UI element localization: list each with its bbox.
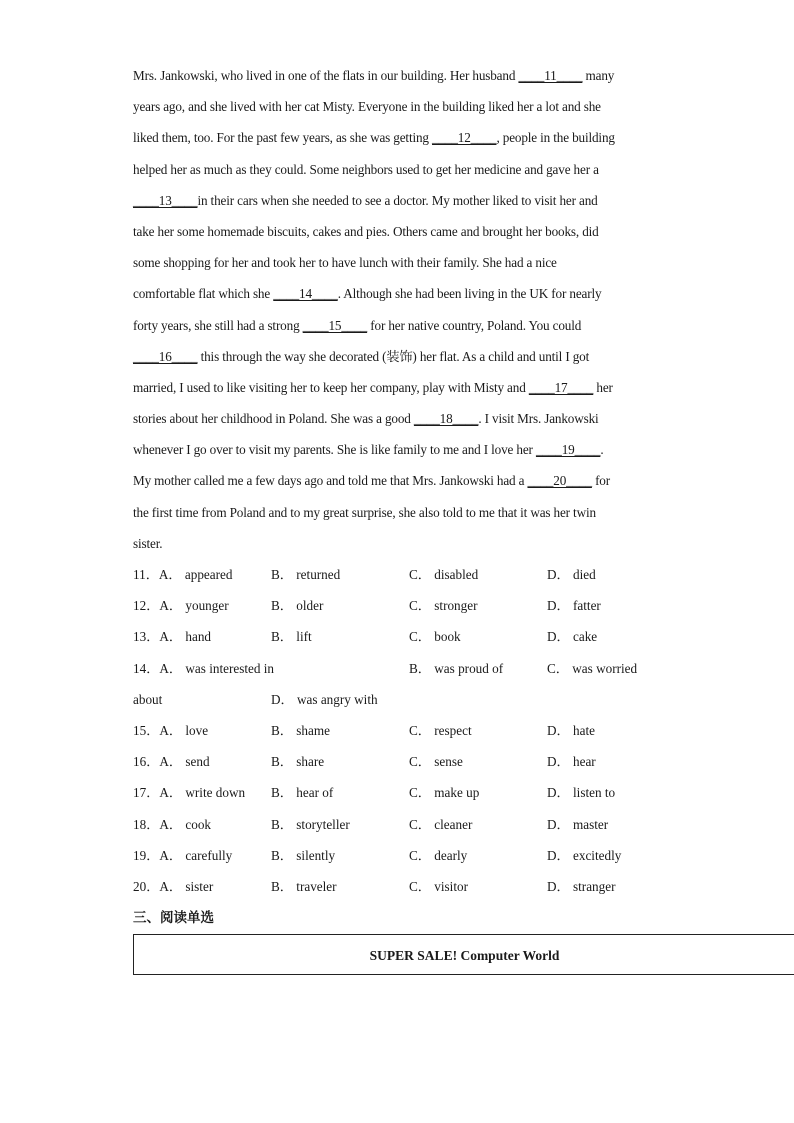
passage-text: married, I used to like visiting her to keep her company, play with Misty and [133,379,529,395]
option-c-continued: about [133,691,163,707]
option-b[interactable]: B． was proud of [409,660,504,676]
option-c[interactable]: C． respect [409,722,472,738]
passage-line [133,528,663,559]
passage-line [133,310,663,341]
option-c[interactable]: C． was worried [547,660,638,676]
option-d[interactable]: D． hate [547,722,595,738]
notice-box [133,934,794,975]
option-d[interactable]: D． stranger [547,878,616,894]
blank-19: ____19____ [535,442,601,458]
passage-text: helped her as much as they could. Some neighbors used to get her medicine and gave her a [133,161,599,177]
question-row [133,840,673,871]
passage-line [133,216,663,247]
passage-text: years ago, and she lived with her cat Misty. Everyone in the building liked her a lot and she [133,99,601,115]
passage-line [133,247,663,278]
question-row [133,653,673,684]
question-row [133,715,673,746]
question-row [133,746,673,777]
option-b[interactable]: B． share [271,754,325,770]
passage-line [133,372,663,403]
blank-20: ____20____ [527,473,592,489]
question-row [133,621,673,652]
option-c[interactable]: C． cleaner [409,816,473,832]
passage-text: . Although she had been living in the UK for nearly [337,286,602,302]
question-row [133,777,673,808]
blank-11: ____11____ [518,68,583,83]
option-d[interactable]: D． was angry with [271,691,378,707]
passage-text: in their cars when she needed to see a doctor. My mother liked to visit her and [197,192,598,208]
option-b[interactable]: B． lift [271,629,312,645]
passage-line [133,341,663,372]
passage-line [133,60,663,91]
blank-15: ____15____ [302,317,368,333]
passage-text: stories about her childhood in Poland. She was a good [133,411,414,427]
option-a[interactable]: 15．A． love [133,722,209,738]
passage-text: this through the way she decorated (装饰) her flat. As a child and until I got [197,348,590,364]
question-row-continued [133,684,673,715]
option-a[interactable]: 20．A． sister [133,878,214,894]
option-a[interactable]: 19．A． carefully [133,847,233,863]
option-a[interactable]: 18．A． cook [133,816,212,832]
passage-text: liked them, too. For the past few years, as she was getting [133,130,433,146]
section-heading: 三、阅读单选 [133,910,214,926]
passage-line [133,434,663,465]
passage-text: , people in the building [496,130,615,146]
passage-text: . I visit Mrs. Jankowski [478,411,599,427]
option-b[interactable]: B． returned [271,567,341,582]
option-a[interactable]: 11．A． appeared [133,567,233,582]
passage-text: whenever I go over to visit my parents. She is like family to me and I love her [133,442,536,458]
option-b[interactable]: B． silently [271,847,336,863]
passage-text: take her some homemade biscuits, cakes and pies. Others came and brought her books, did [133,223,599,239]
blank-13: ____13____ [133,192,198,208]
passage-text: the first time from Poland and to my great surprise, she also told to me that it was her twin [133,504,596,520]
option-c[interactable]: C． disabled [409,567,479,582]
option-b[interactable]: B． older [271,598,324,614]
passage-line [133,122,663,153]
option-d[interactable]: D． fatter [547,598,601,614]
option-d[interactable]: D． excitedly [547,847,622,863]
option-c[interactable]: C． stronger [409,598,478,614]
blank-16: ____16____ [133,348,198,364]
passage-text: for [591,473,610,489]
notice-title: SUPER SALE! Computer World [369,948,560,963]
blank-12: ____12____ [432,130,497,146]
passage-text: comfortable flat which she [133,286,274,302]
blank-17: ____17____ [528,379,594,395]
blank-14: ____14____ [273,286,338,302]
cloze-passage [133,60,663,559]
option-d[interactable]: D． cake [547,629,598,645]
passage-text: some shopping for her and took her to have lunch with their family. She had a nice [133,255,557,271]
option-d[interactable]: D． listen to [547,785,616,801]
option-c[interactable]: C． visitor [409,878,468,894]
passage-line [133,403,663,434]
question-row [133,871,673,902]
option-a[interactable]: 14．A． was interested in [133,660,275,676]
option-c[interactable]: C． dearly [409,847,468,863]
passage-line [133,185,663,216]
question-row [133,809,673,840]
passage-text: many [582,68,615,83]
option-d[interactable]: D． hear [547,754,596,770]
passage-line [133,497,663,528]
question-row [133,590,673,621]
option-b[interactable]: B． hear of [271,785,334,801]
passage-text: forty years, she still had a strong [133,317,303,333]
option-a[interactable]: 13．A． hand [133,629,212,645]
option-c[interactable]: C． make up [409,785,480,801]
option-d[interactable]: D． master [547,816,609,832]
option-d[interactable]: D． died [547,567,596,582]
passage-text: My mother called me a few days ago and told me that Mrs. Jankowski had a [133,473,528,489]
option-a[interactable]: 16．A． send [133,754,210,770]
passage-text: . [600,442,604,458]
passage-text: for her native country, Poland. You could [367,317,582,333]
option-b[interactable]: B． traveler [271,878,337,894]
passage-line [133,154,663,185]
option-a[interactable]: 17．A． write down [133,785,246,801]
option-a[interactable]: 12．A． younger [133,598,229,614]
passage-line [133,465,663,496]
passage-text: sister. [133,535,163,551]
option-b[interactable]: B． storyteller [271,816,350,832]
answer-options [133,559,673,902]
passage-text: her [593,379,613,395]
option-c[interactable]: C． sense [409,754,463,770]
question-row [133,559,673,590]
passage-line [133,91,663,122]
passage-line [133,278,663,309]
option-b[interactable]: B． shame [271,722,330,738]
option-c[interactable]: C． book [409,629,461,645]
blank-18: ____18____ [413,411,479,427]
passage-text: Mrs. Jankowski, who lived in one of the flats in our building. Her husband [133,68,519,83]
